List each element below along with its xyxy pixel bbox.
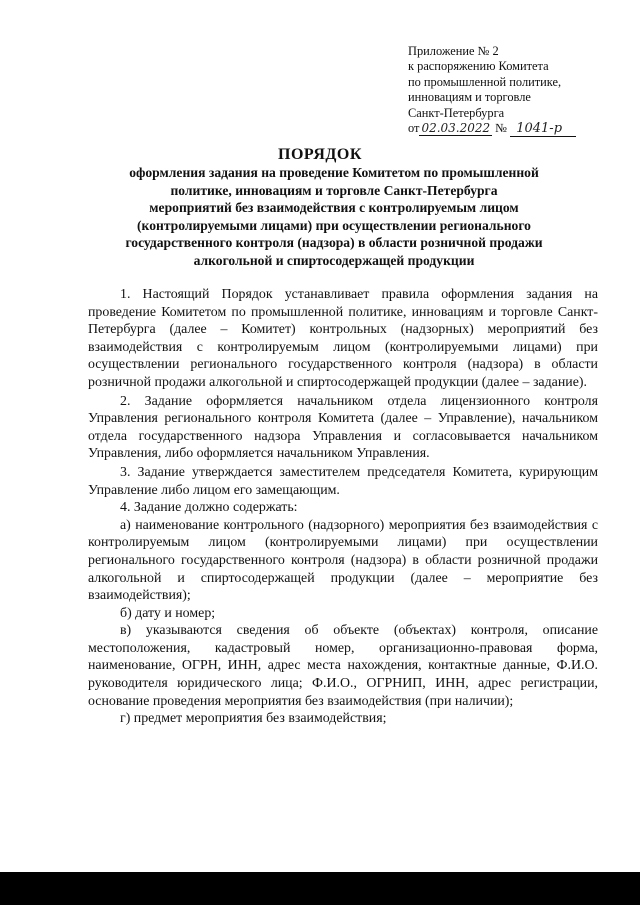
appendix-line: Приложение № 2: [408, 44, 499, 58]
date-prefix: от: [408, 121, 420, 136]
subtitle-line: оформления задания на проведение Комитетом по промышленной: [129, 165, 539, 180]
paragraph-1: 1. Настоящий Порядок устанавливает правила оформления задания на проведение Комитетом по промышленной политике, инновациям и торговле Санкт-Петербурга (далее – Комитет) контрольных (надзорных) мероприятий без взаимодействия с контролируемым лицом (контролируемыми лицами) при осуществлении регионального государственного контроля (надзора) в области розничной продажи алкогольной и спиртосодержащей продукции (далее – задание).: [88, 287, 598, 390]
subtitle-line: (контролируемыми лицами) при осуществлении регионального: [137, 217, 531, 233]
appendix-line: инновациям и торговле: [408, 90, 531, 105]
appendix-line: по промышленной политике,: [408, 74, 562, 89]
paragraph-4d: г) предмет мероприятия без взаимодействия;: [120, 711, 387, 727]
paragraph-4b: б) дату и номер;: [120, 605, 216, 621]
appendix-block: [408, 44, 628, 136]
subtitle-line: государственного контроля (надзора) в области розничной продажи: [125, 235, 543, 251]
number-prefix: №: [495, 121, 508, 136]
subtitle-line: мероприятий без взаимодействия с контролируемым лицом: [149, 200, 519, 216]
handwritten-date: 02.03.2022: [421, 121, 491, 136]
handwritten-number: 1041-р: [510, 121, 576, 137]
document-title: ПОРЯДОК: [278, 146, 362, 163]
document-subtitle: [96, 164, 572, 270]
document-body: [88, 286, 598, 728]
subtitle-line: алкогольной и спиртосодержащей продукции: [193, 252, 475, 268]
appendix-line: к распоряжению Комитета: [408, 59, 549, 74]
paragraph-4: 4. Задание должно содержать:: [120, 500, 298, 516]
paragraph-4c: в) указываются сведения об объекте (объектах) контроля, описание местоположения, кадастровый номер, организационно-правовая форма, наименование, ОГРН, ИНН, адрес места нахождения, контактные данные, Ф.И.О. руководителя юридического лица; Ф.И.О., ОГРНИП, ИНН, адрес регистрации, основание проведения мероприятия без взаимодействия (при наличии);: [88, 623, 598, 709]
paragraph-4a: а) наименование контрольного (надзорного) мероприятия без взаимодействия с контролируемым лицом (контролируемыми лицами) при осуществлении регионального государственного контроля (надзора) в области розничной продажи алкогольной и спиртосодержащей продукции (далее – мероприятие без взаимодействия);: [88, 517, 598, 604]
appendix-line: Санкт-Петербурга: [408, 105, 505, 120]
scan-bottom-border: [0, 872, 640, 905]
subtitle-line: политике, инновациям и торговле Санкт-Петербурга: [170, 182, 498, 198]
paragraph-3: 3. Задание утверждается заместителем председателя Комитета, курирующим Управление либо лицом его замещающим.: [88, 464, 598, 498]
appendix-date-line: [408, 121, 628, 136]
paragraph-2: 2. Задание оформляется начальником отдела лицензионного контроля Управления регионального контроля Комитета (далее – Управление), начальником отдела государственного надзора Управления и согласовывается начальником Управления, либо оформляется начальником Управления.: [88, 393, 598, 462]
